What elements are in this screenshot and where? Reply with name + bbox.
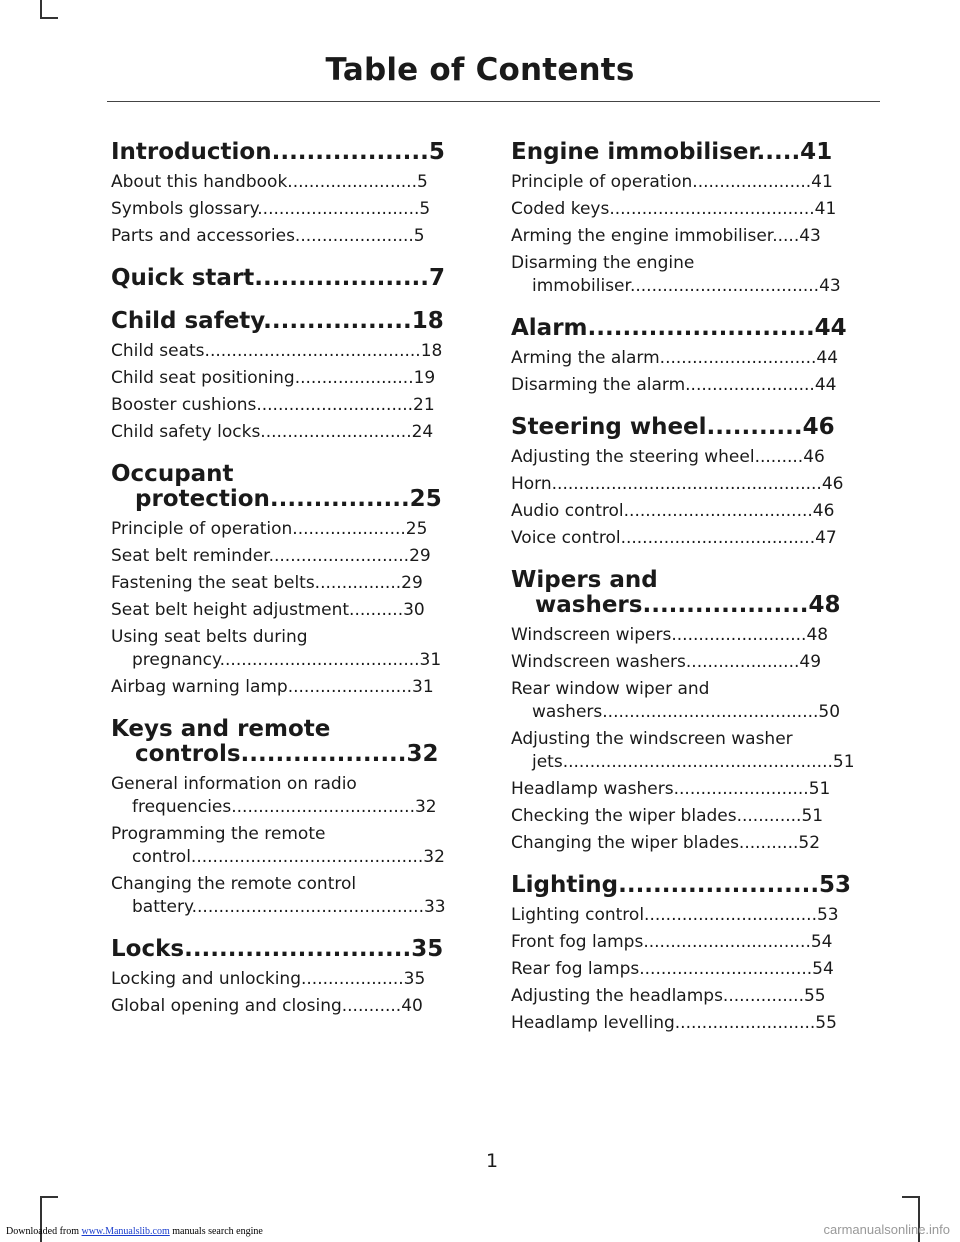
- toc-column-right: [511, 140, 873, 1053]
- toc-entry[interactable]: Windscreen washers.....................49: [511, 652, 822, 672]
- toc-section: [111, 266, 473, 291]
- title-divider: [107, 101, 880, 102]
- toc-entry[interactable]: Disarming the engine immobiliser...................................43: [511, 253, 841, 296]
- toc-section: [111, 717, 473, 919]
- crop-mark-top-left-v: [40, 0, 42, 18]
- toc-entry[interactable]: Child safety locks............................24: [111, 422, 434, 442]
- toc-entry[interactable]: Headlamp washers.........................51: [511, 779, 831, 799]
- toc-entry[interactable]: Booster cushions.............................21: [111, 395, 435, 415]
- download-footer: [6, 1226, 263, 1237]
- section-heading[interactable]: Introduction..................5: [111, 139, 445, 165]
- section-heading[interactable]: Steering wheel...........46: [511, 414, 835, 440]
- toc-entry[interactable]: Voice control....................................47: [511, 528, 837, 548]
- footer-prefix: Downloaded from: [6, 1226, 82, 1237]
- page-title: Table of Contents: [325, 52, 635, 88]
- toc-section: [511, 316, 873, 397]
- toc-entry[interactable]: Arming the engine immobiliser.....43: [511, 226, 821, 246]
- section-heading[interactable]: Keys and remote controls...................32: [111, 716, 439, 767]
- toc-section: [111, 309, 473, 444]
- footer-link[interactable]: www.Manualslib.com: [81, 1226, 170, 1237]
- toc-entry[interactable]: Global opening and closing...........40: [111, 996, 423, 1016]
- toc-entry[interactable]: Seat belt height adjustment..........30: [111, 600, 425, 620]
- toc-entry[interactable]: Changing the wiper blades...........52: [511, 833, 821, 853]
- toc-entry[interactable]: Checking the wiper blades............51: [511, 806, 824, 826]
- toc-entry[interactable]: Rear fog lamps................................54: [511, 959, 834, 979]
- toc-entry[interactable]: Adjusting the steering wheel.........46: [511, 447, 825, 467]
- toc-section: [111, 937, 473, 1018]
- toc-entry[interactable]: Child seats........................................18: [111, 341, 443, 361]
- section-heading[interactable]: Lighting.......................53: [511, 872, 852, 898]
- crop-mark-bottom-right-h: [902, 1196, 920, 1198]
- toc-entry[interactable]: Horn..................................................46: [511, 474, 844, 494]
- toc-entry[interactable]: Seat belt reminder..........................29: [111, 546, 431, 566]
- toc-column-left: [111, 140, 473, 1036]
- section-heading[interactable]: Child safety.................18: [111, 308, 444, 334]
- toc-section: [511, 873, 873, 1035]
- toc-entry[interactable]: Audio control...................................46: [511, 501, 835, 521]
- toc-entry[interactable]: Fastening the seat belts................29: [111, 573, 423, 593]
- toc-entry[interactable]: Arming the alarm.............................44: [511, 348, 839, 368]
- toc-entry[interactable]: Using seat belts during pregnancy.....................................31: [111, 627, 442, 670]
- page-number: 1: [485, 1150, 499, 1172]
- footer-suffix: manuals search engine: [169, 1226, 263, 1237]
- toc-entry[interactable]: Lighting control................................53: [511, 905, 839, 925]
- toc-entry[interactable]: Adjusting the headlamps...............55: [511, 986, 826, 1006]
- toc-entry[interactable]: Disarming the alarm........................44: [511, 375, 837, 395]
- toc-section: [511, 415, 873, 550]
- toc-entry[interactable]: Rear window wiper and washers........................................50: [511, 679, 841, 722]
- toc-entry[interactable]: Parts and accessories......................5: [111, 226, 425, 246]
- toc-entry[interactable]: General information on radio frequencies..................................32: [111, 774, 437, 817]
- toc-entry[interactable]: Changing the remote control battery...........................................33: [111, 874, 446, 917]
- watermark: carmanualsonline.info: [823, 1222, 950, 1237]
- section-heading[interactable]: Wipers and washers...................48: [511, 567, 841, 618]
- section-heading[interactable]: Quick start....................7: [111, 265, 446, 291]
- toc-entry[interactable]: Windscreen wipers.........................48: [511, 625, 829, 645]
- toc-entry[interactable]: Locking and unlocking...................35: [111, 969, 426, 989]
- crop-mark-top-left-h: [40, 17, 58, 19]
- toc-entry[interactable]: Child seat positioning......................19: [111, 368, 436, 388]
- crop-mark-bottom-left-h: [40, 1196, 58, 1198]
- toc-entry[interactable]: Principle of operation.....................25: [111, 519, 428, 539]
- toc-entry[interactable]: Coded keys......................................41: [511, 199, 837, 219]
- toc-entry[interactable]: Adjusting the windscreen washer jets..................................................51: [511, 729, 855, 772]
- section-heading[interactable]: Engine immobiliser.....41: [511, 139, 833, 165]
- toc-entry[interactable]: Programming the remote control...........................................32: [111, 824, 445, 867]
- section-heading[interactable]: Locks..........................35: [111, 936, 444, 962]
- section-heading[interactable]: Occupant protection................25: [111, 461, 442, 512]
- toc-entry[interactable]: About this handbook........................5: [111, 172, 428, 192]
- toc-section: [111, 140, 473, 248]
- toc-section: [511, 140, 873, 298]
- toc-entry[interactable]: Principle of operation......................41: [511, 172, 833, 192]
- toc-entry[interactable]: Headlamp levelling..........................55: [511, 1013, 837, 1033]
- toc-entry[interactable]: Front fog lamps...............................54: [511, 932, 833, 952]
- toc-section: [511, 568, 873, 855]
- toc-entry[interactable]: Airbag warning lamp.......................31: [111, 677, 434, 697]
- toc-entry[interactable]: Symbols glossary..............................5: [111, 199, 431, 219]
- section-heading[interactable]: Alarm..........................44: [511, 315, 847, 341]
- toc-section: [111, 462, 473, 699]
